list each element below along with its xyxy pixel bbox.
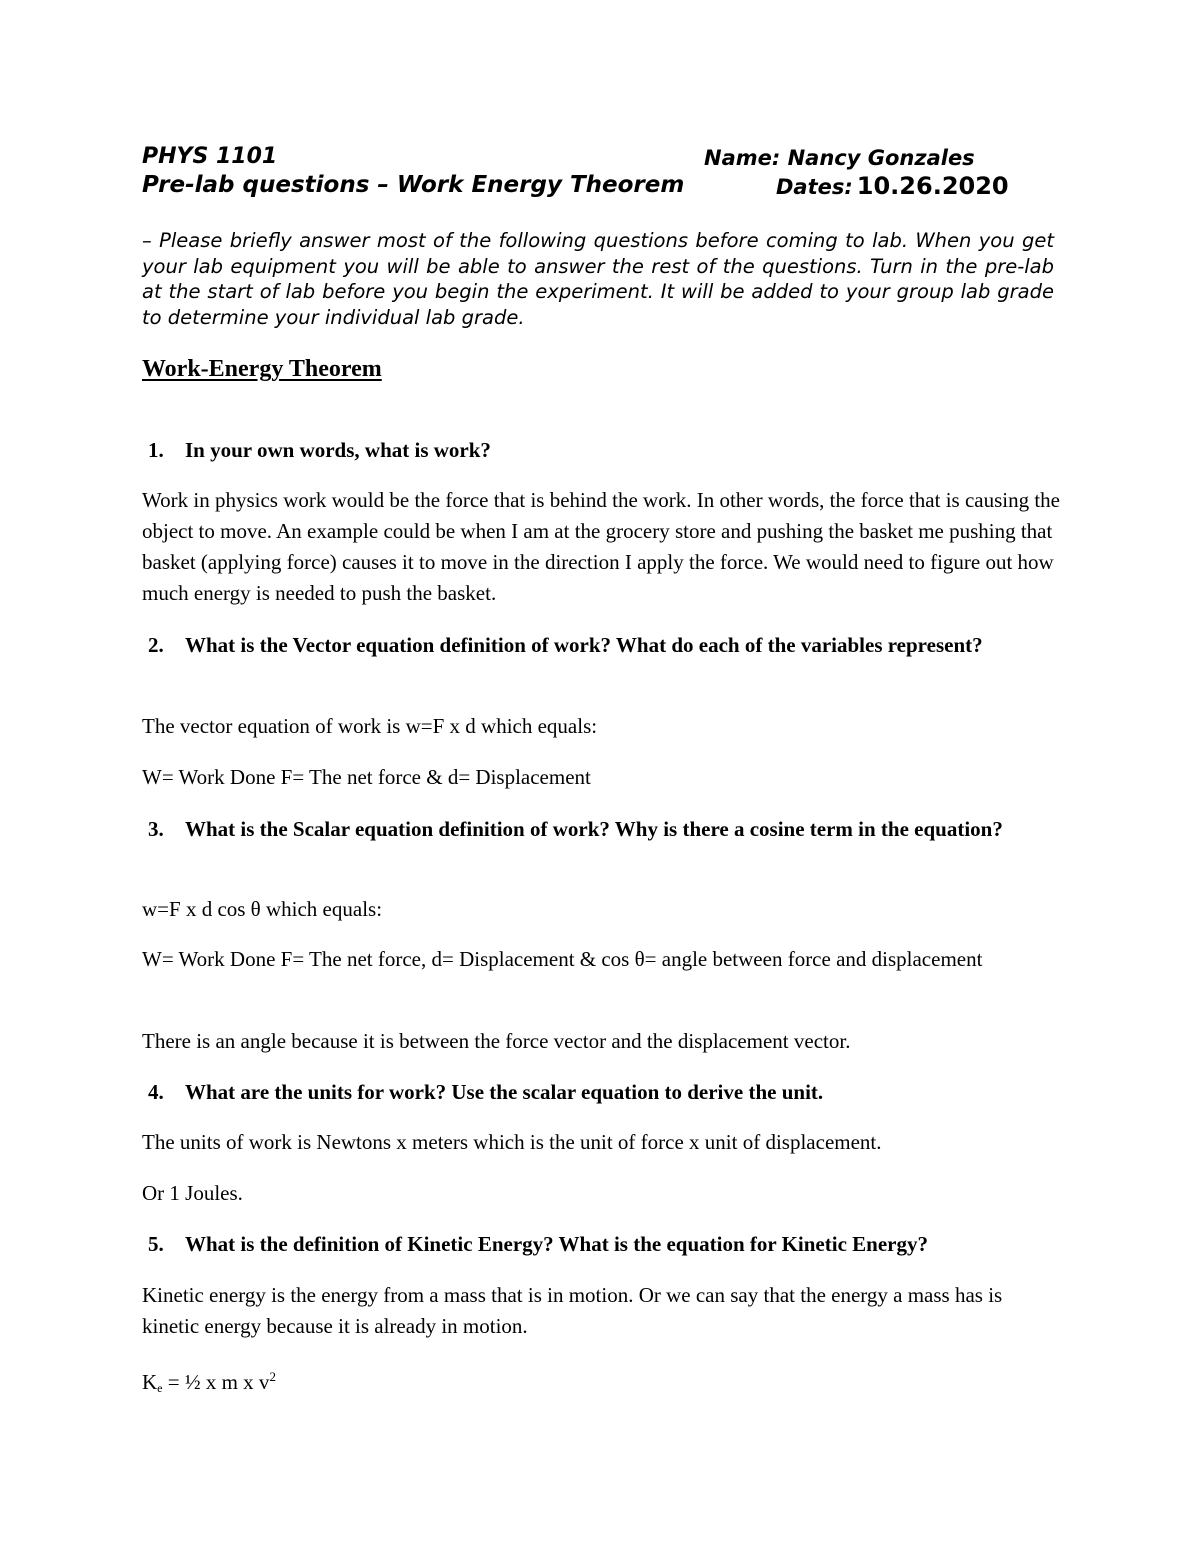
dates-value: 10.26.2020 [856, 172, 1009, 200]
answer-2-paragraph-2: W= Work Done F= The net force & d= Displacement [142, 765, 591, 789]
question-number: 2. [148, 633, 164, 657]
equation-lhs: K [142, 1370, 158, 1394]
dates-label: Dates: [776, 175, 853, 199]
intro-instructions: – Please briefly answer most of the following questions before coming to lab. When you get your lab equipment you will be able to answer the rest of the questions. Turn in the pre-lab at the start of lab before you begin the experiment. It will be added to your group lab grade to determine your individual lab grade. [142, 229, 1054, 329]
question-text: In your own words, what is work? [185, 438, 491, 462]
answer-3-paragraph-1: w=F x d cos θ which equals: [142, 897, 383, 921]
answer-3-paragraph-3: There is an angle because it is between the force vector and the displacement vector. [142, 1029, 851, 1053]
question-number: 1. [148, 438, 164, 462]
question-number: 4. [148, 1080, 164, 1104]
question-3 [142, 814, 1062, 845]
answer-5-paragraph-1: Kinetic energy is the energy from a mass that is in motion. Or we can say that the energy a mass has is kinetic energy because it is already in motion. [142, 1283, 1003, 1338]
name-label: Name: [704, 146, 781, 170]
answer-3-paragraph-2: W= Work Done F= The net force, d= Displacement & cos θ= angle between force and displacement [142, 947, 983, 971]
answer-1-paragraph: Work in physics work would be the force that is behind the work. In other words, the force that is causing the object to move. An example could be when I am at the grocery store and pushing the basket me pushing that basket (applying force) causes it to move in the direction I apply the force. We would need to figure out how much energy is needed to push the basket. [142, 488, 1061, 605]
question-2 [142, 630, 1062, 661]
question-number: 3. [148, 817, 164, 841]
question-text: What is the Vector equation definition of work? What do each of the variables represent? [185, 633, 983, 657]
equation-rhs-superscript: 2 [269, 1369, 276, 1384]
student-name: Nancy Gonzales [787, 146, 975, 170]
question-text: What are the units for work? Use the scalar equation to derive the unit. [185, 1080, 824, 1104]
question-text: What is the definition of Kinetic Energy? What is the equation for Kinetic Energy? [185, 1232, 928, 1256]
course-code: PHYS 1101 [142, 144, 278, 169]
question-number: 5. [148, 1232, 164, 1256]
kinetic-energy-equation [142, 1361, 1062, 1404]
name-line [704, 146, 975, 170]
equation-lhs-subscript: e [157, 1381, 163, 1395]
question-5 [142, 1229, 1062, 1260]
question-text: What is the Scalar equation definition of work? Why is there a cosine term in the equation? [185, 817, 1003, 841]
answer-4-paragraph-1: The units of work is Newtons x meters which is the unit of force x unit of displacement. [142, 1130, 882, 1154]
question-1 [142, 435, 1062, 466]
equation-rhs: = ½ x m x v [162, 1370, 270, 1394]
document-subtitle: Pre-lab questions – Work Energy Theorem [142, 172, 685, 198]
section-title: Work-Energy Theorem [142, 356, 382, 382]
dates-line [776, 172, 1009, 200]
answer-4-paragraph-2: Or 1 Joules. [142, 1181, 243, 1205]
answer-2-paragraph-1: The vector equation of work is w=F x d which equals: [142, 714, 598, 738]
question-4 [142, 1077, 1062, 1108]
